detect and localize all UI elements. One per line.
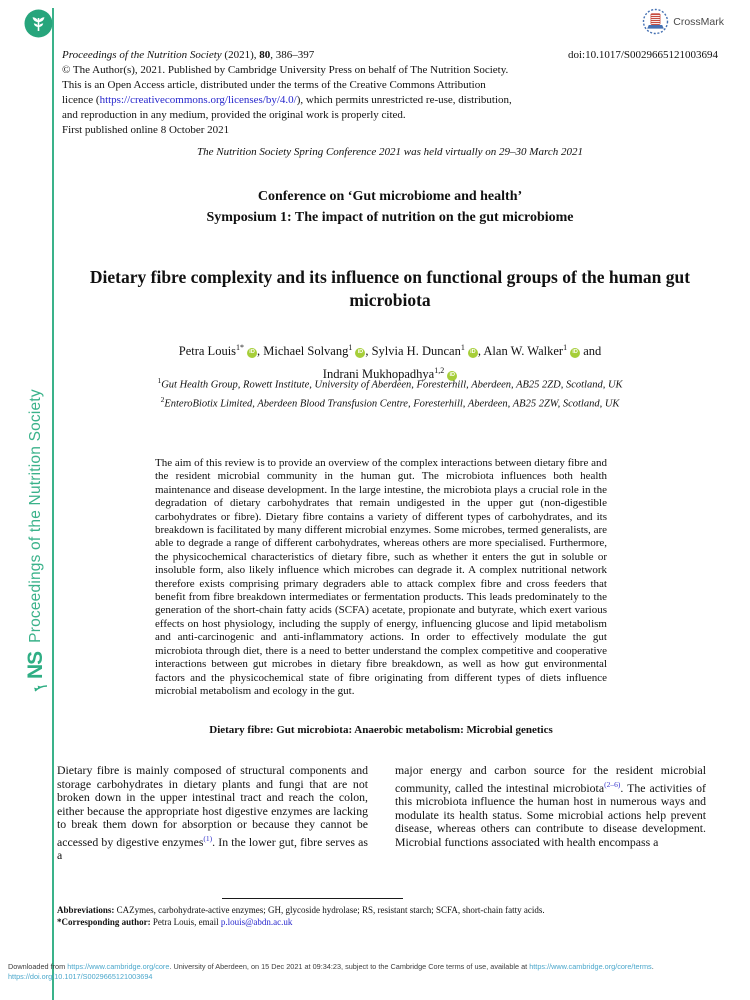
body-column-left: Dietary fibre is mainly composed of structural components and storage carbohydrates in dietary plants and fungi that are not broken down in the upper intestinal tract and reach the colon, either because the appropriate host digestive enzymes are lacking to break them down for absorption or because they cannot be accessed by digestive enzymes$^{(1)}$. In the lower gut, fibre serves as a <box>57 763 368 863</box>
orcid-icon[interactable]: iD <box>570 348 580 358</box>
author: Sylvia H. Duncan$^1$iD , <box>371 343 484 359</box>
reference-link-2-6[interactable]: (2–6) <box>604 779 621 789</box>
doi-link[interactable]: https://doi.org/10.1017/S0029665121003694 <box>8 972 153 981</box>
ns-logo: NS <box>24 652 48 692</box>
left-accent-rule <box>52 8 54 1000</box>
first-published-line: First published online 8 October 2021 <box>62 124 230 136</box>
citation-line: Proceedings of the Nutrition Society (2021), 80, 386–397 <box>62 49 315 61</box>
corresponding-author-line: *Corresponding author: Petra Louis, email p.louis@abdn.ac.uk <box>57 916 293 927</box>
journal-header <box>62 48 718 138</box>
author: Petra Louis$^{1*}$iD , <box>178 343 264 359</box>
corresponding-email-link[interactable]: p.louis@abdn.ac.uk <box>220 916 293 927</box>
reference-link-1[interactable]: (1) <box>203 833 213 843</box>
author: Michael Solvang$^1$iD , <box>263 343 372 359</box>
orcid-icon[interactable]: iD <box>447 371 457 381</box>
article-body <box>57 764 707 863</box>
affiliations <box>62 374 718 412</box>
creative-commons-link[interactable]: https://creativecommons.org/licenses/by/4.0/ <box>99 94 297 106</box>
terms-link[interactable]: https://www.cambridge.org/core/terms <box>529 962 652 971</box>
open-access-line1: This is an Open Access article, distributed under the terms of the Creative Commons Attribution <box>62 79 486 91</box>
conference-heading-line2: Symposium 1: The impact of nutrition on the gut microbiome <box>206 210 574 225</box>
abstract: The aim of this review is to provide an overview of the complex interactions between dietary fibre and the resident microbial community in the human gut. The microbiota influences both health maintenance and disease development. In the large intestine, the microbiota plays a crucial role in the degradation of dietary carbohydrates that remain undigested in the upper gut (non-digestible carbohydrates or fibre). Dietary fibre contains a variety of different types of carbohydrates, and its breakdown is facilitated by many different microbial enzymes. Some microbes, termed generalists, are able to degrade a range of different carbohydrates, whereas others are more specialised. Furthermore, the physicochemical characteristics of dietary fibre, such as whether it enters the gut in soluble or insoluble form, also likely influence which microbes can degrade it. A complex nutritional network therefore exists comprising primary degraders able to attack complex fibre and cross feeders that benefit from fibre breakdown intermediates or fermentation products. This leads predominately to the generation of the short-chain fatty acids (SCFA) acetate, propionate and butyrate, which exert various effects on host physiology, including the supply of energy, influencing glucose and lipid metabolism and anti-carcinogenic and anti-inflammatory actions. In order to effectively modulate the gut microbiota through diet, there is a need to better understand the complex competitive and cooperative interactions between gut microbes in dietary fibre breakdown, as well as how gut environmental factors and the physicochemical state of fibre originating from different types of diets influence microbial metabolism and ecology in the gut. <box>155 457 607 697</box>
affiliation-2: $^2$EnteroBiotix Limited, Aberdeen Blood Transfusion Centre, Foresterhill, Aberdeen, AB25 2ZW, Scotland, UK <box>160 395 620 410</box>
article-title: Dietary fibre complexity and its influence on functional groups of the human gut microbiota <box>89 267 691 310</box>
crossmark-icon <box>642 8 669 35</box>
orcid-icon[interactable]: iD <box>247 348 257 358</box>
crossmark-button[interactable] <box>642 8 724 35</box>
ns-wheat-icon <box>33 679 48 692</box>
affiliation-1: $^1$Gut Health Group, Rowett Institute, University of Aberdeen, Foresterhill, Aberdeen, AB25 2ZD, Scotland, UK <box>157 376 623 391</box>
download-footer <box>8 962 746 982</box>
conference-heading <box>62 186 718 228</box>
nutrition-society-plant-icon <box>24 9 53 38</box>
abbreviations-line: Abbreviations: CAZymes, carbohydrate-active enzymes; GH, glycoside hydrolase; RS, resistant starch; SCFA, short-chain fatty acids. <box>57 905 545 915</box>
download-footer-line1: Downloaded from https://www.cambridge.org/core. University of Aberdeen, on 15 Dec 2021 at 09:34:23, subject to the Cambridge Core terms of use, available at https://www.cambridge.org/core/terms. <box>8 962 654 971</box>
open-access-line3: and reproduction in any medium, provided the original work is properly cited. <box>62 109 406 121</box>
vertical-journal-title: Proceedings of the Nutrition Society <box>27 389 44 643</box>
crossmark-label: CrossMark <box>673 15 724 28</box>
volume-number: 80 <box>259 49 271 61</box>
footnotes <box>57 905 709 928</box>
download-footer-line2 <box>8 972 746 982</box>
orcid-icon[interactable]: iD <box>355 348 365 358</box>
keywords-line: Dietary fibre: Gut microbiota: Anaerobic metabolism: Microbial genetics <box>209 724 553 736</box>
journal-name: Proceedings of the Nutrition Society <box>62 49 222 61</box>
cambridge-core-link[interactable]: https://www.cambridge.org/core <box>67 962 170 971</box>
footnote-divider <box>222 898 403 899</box>
orcid-icon[interactable]: iD <box>468 348 478 358</box>
licence-line: licence (https://creativecommons.org/licenses/by/4.0/), which permits unrestricted re-use, distribution, <box>62 94 512 106</box>
page-range: , 386–397 <box>270 49 315 61</box>
body-column-right: major energy and carbon source for the resident microbial community, called the intestinal microbiota$^{(2-6)}$. The activities of this microbiota influence the human host in numerous ways and modulate its health status. Some microbial actions help prevent disease, whereas others can contribute to disease development. Microbial functions associated with health encompass a <box>395 763 706 849</box>
doi-text: doi:10.1017/S0029665121003694 <box>567 49 718 61</box>
conference-heading-line1: Conference on ‘Gut microbiome and health’ <box>257 189 523 204</box>
author: Indrani Mukhopadhya$^{1,2}$iD <box>323 367 457 381</box>
copyright-line: © The Author(s), 2021. Published by Cambridge University Press on behalf of The Nutrition Society. <box>62 64 509 76</box>
conference-note: The Nutrition Society Spring Conference 2021 was held virtually on 29–30 March 2021 <box>197 146 583 158</box>
author: Alan W. Walker$^1$iD and <box>483 343 602 359</box>
